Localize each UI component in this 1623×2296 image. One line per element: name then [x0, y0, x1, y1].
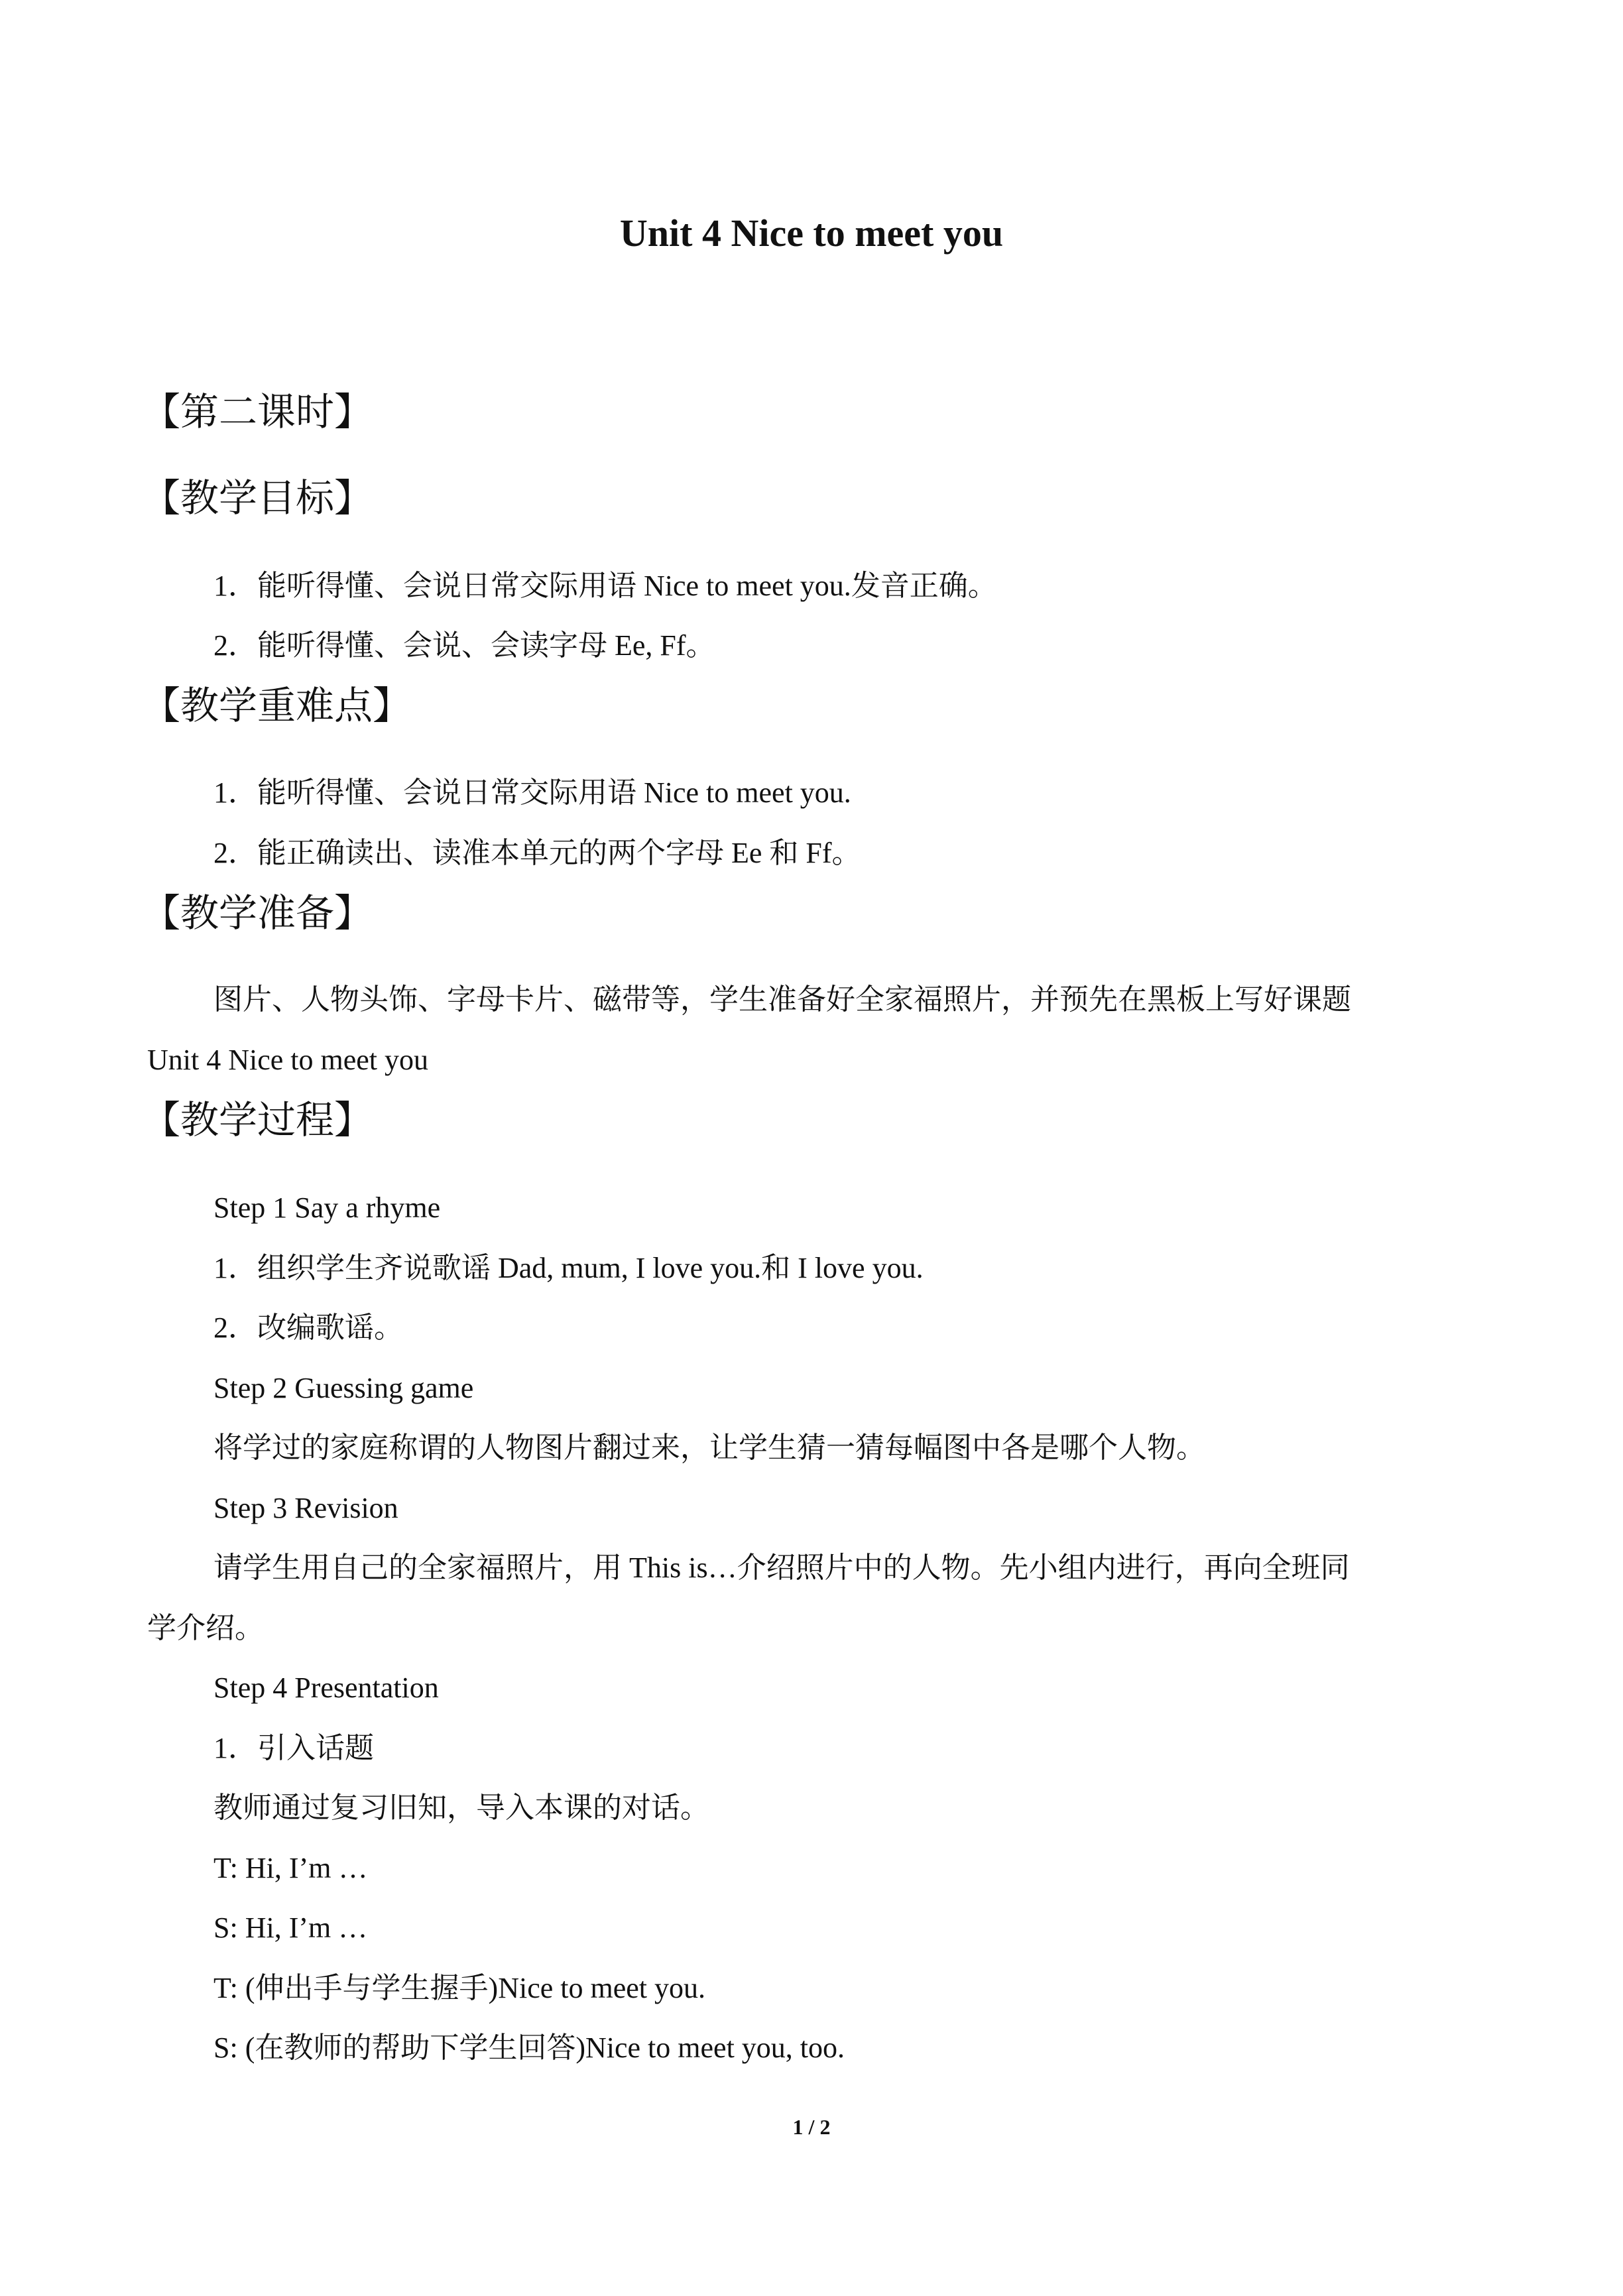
objective-item-2: 2．能听得懂、会说、会读字母 Ee, Ff。: [213, 629, 715, 662]
key-point-item-2: 2．能正确读出、读准本单元的两个字母 Ee 和 Ff。: [213, 837, 861, 869]
dialog-line-4: S: (在教师的帮助下学生回答)Nice to meet you, too.: [213, 2031, 845, 2064]
step-3-text-line-1: 请学生用自己的全家福照片，用 This is…介绍照片中的人物。先小组内进行，再向全班同: [213, 1551, 1350, 1584]
dialog-line-1: T: Hi, I’m …: [213, 1852, 368, 1884]
step-1-item-1: 1．组织学生齐说歌谣 Dad, mum, I love you.和 I love you.: [213, 1252, 924, 1284]
step-2-title: Step 2 Guessing game: [213, 1372, 474, 1404]
section-period-heading: 【第二课时】: [142, 391, 373, 434]
step-4-item-1: 1．引入话题: [213, 1732, 374, 1764]
step-1-title: Step 1 Say a rhyme: [213, 1191, 441, 1224]
key-point-item-1: 1．能听得懂、会说日常交际用语 Nice to meet you.: [213, 776, 851, 809]
dialog-line-2: S: Hi, I’m …: [213, 1911, 368, 1944]
preparation-text-line-1: 图片、人物头饰、字母卡片、磁带等，学生准备好全家福照片，并预先在黑板上写好课题: [213, 983, 1351, 1016]
step-3-text-line-2: 学介绍。: [147, 1612, 264, 1644]
section-process-heading: 【教学过程】: [142, 1099, 373, 1142]
step-4-title: Step 4 Presentation: [213, 1671, 439, 1704]
step-3-title: Step 3 Revision: [213, 1492, 398, 1524]
section-key-points-heading: 【教学重难点】: [142, 684, 412, 727]
objective-item-1: 1．能听得懂、会说日常交际用语 Nice to meet you.发音正确。: [213, 570, 997, 602]
page-number: 1 / 2: [792, 2115, 831, 2139]
step-2-text: 将学过的家庭称谓的人物图片翻过来，让学生猜一猜每幅图中各是哪个人物。: [213, 1431, 1205, 1464]
section-preparation-heading: 【教学准备】: [142, 892, 373, 935]
preparation-text-line-2: Unit 4 Nice to meet you: [147, 1044, 429, 1076]
dialog-line-3: T: (伸出手与学生握手)Nice to meet you.: [213, 1972, 706, 2004]
step-1-item-2: 2．改编歌谣。: [213, 1311, 403, 1344]
document-title: Unit 4 Nice to meet you: [619, 211, 1004, 255]
section-objectives-heading: 【教学目标】: [142, 477, 373, 520]
step-4-text: 教师通过复习旧知，导入本课的对话。: [213, 1791, 709, 1824]
